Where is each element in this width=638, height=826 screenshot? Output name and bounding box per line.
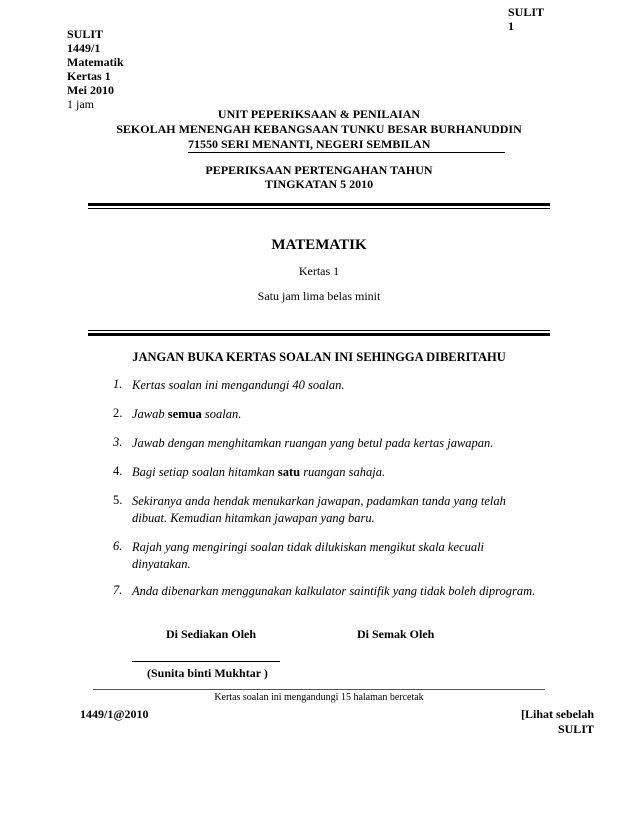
footer-next-page: [Lihat sebelah [520, 707, 594, 721]
footer-code: 1449/1@2010 [80, 707, 149, 721]
divider-thick-bottom [88, 333, 550, 336]
instruction-number: 4. [113, 464, 123, 478]
instruction-number: 1. [113, 377, 123, 391]
subject-time: Satu jam lima belas minit [257, 289, 381, 303]
school-name: SEKOLAH MENENGAH KEBANGSAAN TUNKU BESAR BURHANUDDIN [116, 122, 522, 136]
header-left-subject: Matematik [67, 55, 124, 69]
instruction-number: 5. [113, 493, 123, 507]
footer-rule [93, 689, 545, 690]
header-left-sulit: SULIT [67, 27, 104, 41]
page-number: 1 [508, 19, 514, 33]
instruction-number: 7. [113, 583, 123, 597]
school-unit: UNIT PEPERIKSAAN & PENILAIAN [217, 107, 421, 121]
header-left-duration: 1 jam [67, 97, 94, 111]
header-left-code: 1449/1 [67, 41, 101, 55]
subject-title: MATEMATIK [271, 237, 367, 253]
instruction-item: Kertas soalan ini mengandungi 40 soalan. [132, 378, 345, 392]
header-left-block [67, 27, 124, 111]
instruction-number: 2. [113, 406, 123, 420]
subject-paper: Kertas 1 [298, 264, 340, 278]
warning-text: JANGAN BUKA KERTAS SOALAN INI SEHINGGA DIBERITAHU [132, 350, 506, 364]
footer-sulit: SULIT [557, 722, 594, 736]
instruction-number: 3. [113, 435, 123, 449]
divider-thin-bottom [88, 330, 550, 331]
exam-title: PEPERIKSAAN PERTENGAHAN TAHUN [205, 163, 433, 177]
instruction-item: Jawab dengan menghitamkan ruangan yang betul pada kertas jawapan. [132, 436, 494, 450]
header-left-paper: Kertas 1 [67, 69, 111, 83]
header-left-date: Mei 2010 [67, 83, 114, 97]
instruction-item: Sekiranya anda hendak menukarkan jawapan, padamkan tanda yang telah dibuat. Kemudian hitamkan jawapan yang baru. [132, 494, 506, 525]
divider-thick-top [88, 203, 550, 206]
divider-thin-top [88, 208, 550, 209]
signature-line [132, 661, 280, 662]
checked-by-label: Di Semak Oleh [357, 627, 435, 641]
instruction-item: Anda dibenarkan menggunakan kalkulator saintifik yang tidak boleh diprogram. [132, 584, 536, 598]
prepared-by-label: Di Sediakan Oleh [166, 627, 257, 641]
exam-level: TINGKATAN 5 2010 [264, 177, 374, 191]
header-sulit-top: SULIT [508, 5, 545, 19]
address-underline [188, 152, 505, 153]
school-address: 71550 SERI MENANTI, NEGERI SEMBILAN [188, 137, 431, 151]
instruction-item: Bagi setiap soalan hitamkan satu ruangan sahaja. [132, 465, 386, 479]
instruction-item: Jawab semua soalan. [132, 407, 242, 421]
instruction-number: 6. [113, 539, 123, 553]
preparer-name: (Sunita binti Mukhtar ) [147, 666, 268, 680]
instruction-item: Rajah yang mengiringi soalan tidak dilukiskan mengikut skala kecuali dinyatakan. [132, 540, 485, 571]
footer-pages-note: Kertas soalan ini mengandungi 15 halaman bercetak [214, 692, 424, 703]
